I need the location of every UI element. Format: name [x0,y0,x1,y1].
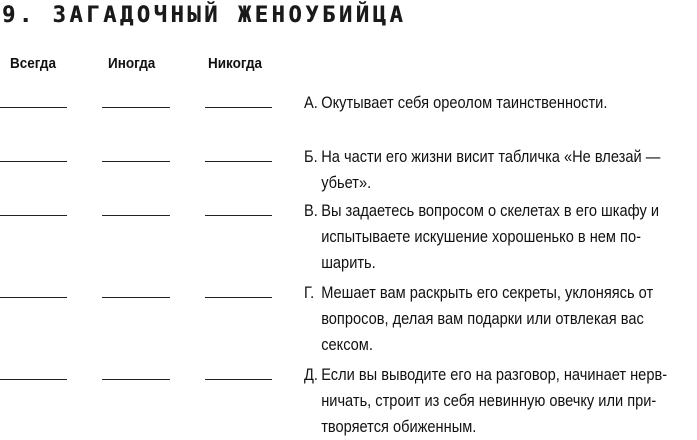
column-header-never: Никогда [208,55,263,72]
answer-line-e-sometimes[interactable] [102,379,170,380]
item-text: Окутывает себя ореолом таинственности. [321,93,608,112]
answer-line-d-sometimes[interactable] [102,297,170,298]
answer-line-b-sometimes[interactable] [102,161,170,162]
item-text-continued: испытываете искушение хорошенько в нем по- [321,227,641,246]
item-text-continued: ничать, строит из себя невинную овечку или при- [321,391,657,410]
answer-line-c-always[interactable] [0,215,67,216]
item-text-continued: сексом. [321,335,373,354]
list-item-c [304,198,659,276]
answer-line-a-never[interactable] [205,107,272,108]
item-text-continued: шарить. [321,253,376,272]
item-letter: Г. [304,283,315,302]
answer-line-a-always[interactable] [0,107,67,108]
answer-line-b-always[interactable] [0,161,67,162]
answer-line-c-sometimes[interactable] [102,215,170,216]
item-text: Если вы выводите его на разговор, начинает нерв- [321,365,668,384]
item-text: На части его жизни висит табличка «Не влезай — [321,147,661,166]
answer-line-d-always[interactable] [0,297,67,298]
list-item-a [304,90,607,116]
item-text-continued: убьет». [321,173,372,192]
item-text: Вы задаетесь вопросом о скелетах в его шкафу и [321,201,660,220]
answer-line-c-never[interactable] [205,215,272,216]
page-title: 9. ЗАГАДОЧНЫЙ ЖЕНОУБИЙЦА [2,3,407,28]
list-item-d [304,280,653,358]
item-letter: Б. [304,147,318,166]
answer-line-d-never[interactable] [205,297,272,298]
item-text-continued: вопросов, делая вам подарки или отвлекая вас [321,309,644,328]
item-text: Мешает вам раскрыть его секреты, уклоняясь от [321,283,654,302]
item-letter: В. [304,201,318,220]
answer-line-b-never[interactable] [205,161,272,162]
column-header-always: Всегда [10,55,56,72]
item-letter: А. [304,93,318,112]
column-header-sometimes: Иногда [108,55,156,72]
item-text-continued: творяется обиженным. [321,417,477,436]
answer-line-e-always[interactable] [0,379,67,380]
list-item-e [304,362,667,440]
answer-line-e-never[interactable] [205,379,272,380]
answer-line-a-sometimes[interactable] [102,107,170,108]
list-item-b [304,144,660,196]
item-letter: Д. [304,365,318,384]
